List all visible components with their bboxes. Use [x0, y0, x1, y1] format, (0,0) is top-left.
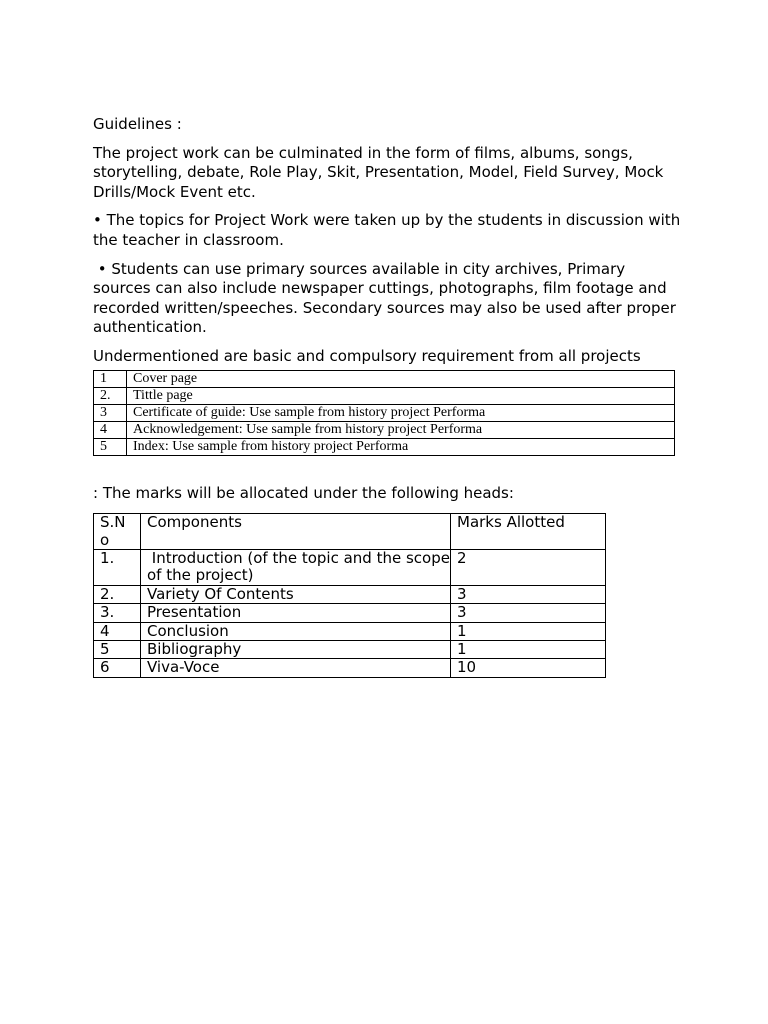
requirement-number: 5 — [94, 438, 127, 455]
intro-paragraph: The project work can be culminated in the form of films, albums, songs, storytelling, debate, Role Play, Skit, Presentation, Model, Field Survey, Mock Drills/Mock Event etc. — [93, 143, 664, 201]
row-component: Bibliography — [141, 640, 451, 658]
requirement-text: Certificate of guide: Use sample from history project Performa — [127, 404, 675, 421]
table-row — [94, 421, 675, 438]
requirement-text: Cover page — [127, 370, 675, 387]
marks-intro: : The marks will be allocated under the following heads: — [93, 483, 514, 502]
row-marks: 3 — [451, 604, 606, 622]
table-row — [94, 404, 675, 421]
table-row — [94, 604, 606, 622]
header-sno-label: S.No — [100, 513, 126, 549]
requirement-text: Tittle page — [127, 387, 675, 404]
requirement-number: 3 — [94, 404, 127, 421]
row-marks: 3 — [451, 585, 606, 603]
row-sno: 2. — [94, 585, 141, 603]
table-row — [94, 659, 606, 677]
row-component: Introduction (of the topic and the scope of the project) — [141, 549, 451, 585]
table-row — [94, 640, 606, 658]
table-row — [94, 387, 675, 404]
guidelines-heading: Guidelines : — [93, 115, 182, 133]
header-sno — [94, 514, 141, 550]
table-row — [94, 585, 606, 603]
row-sno: 5 — [94, 640, 141, 658]
row-marks: 2 — [451, 549, 606, 585]
row-component: Variety Of Contents — [141, 585, 451, 603]
table-row — [94, 549, 606, 585]
header-components: Components — [141, 514, 451, 550]
row-sno: 1. — [94, 549, 141, 585]
requirement-number: 2. — [94, 387, 127, 404]
marks-table-header — [94, 514, 606, 550]
table-row — [94, 370, 675, 387]
requirement-number: 1 — [94, 370, 127, 387]
row-component: Presentation — [141, 604, 451, 622]
row-sno: 6 — [94, 659, 141, 677]
row-sno: 4 — [94, 622, 141, 640]
row-sno: 3. — [94, 604, 141, 622]
table-row — [94, 622, 606, 640]
requirement-text: Index: Use sample from history project Performa — [127, 438, 675, 455]
table-row — [94, 438, 675, 455]
requirements-intro: Undermentioned are basic and compulsory requirement from all projects — [93, 346, 641, 365]
header-marks: Marks Allotted — [451, 514, 606, 550]
bullet-topics: • The topics for Project Work were taken up by the students in discussion with the teacher in classroom. — [93, 211, 681, 249]
bullet-sources: • Students can use primary sources available in city archives, Primary sources can also include newspaper cuttings, photographs, film footage and recorded written/speeches. Secondary sources may also be used after proper authentication. — [93, 259, 681, 337]
row-component: Viva-Voce — [141, 659, 451, 677]
row-marks: 10 — [451, 659, 606, 677]
marks-table — [93, 513, 606, 678]
requirements-table — [93, 370, 675, 456]
document-page — [93, 115, 683, 678]
row-marks: 1 — [451, 640, 606, 658]
requirement-text: Acknowledgement: Use sample from history project Performa — [127, 421, 675, 438]
requirement-number: 4 — [94, 421, 127, 438]
row-component: Conclusion — [141, 622, 451, 640]
row-marks: 1 — [451, 622, 606, 640]
